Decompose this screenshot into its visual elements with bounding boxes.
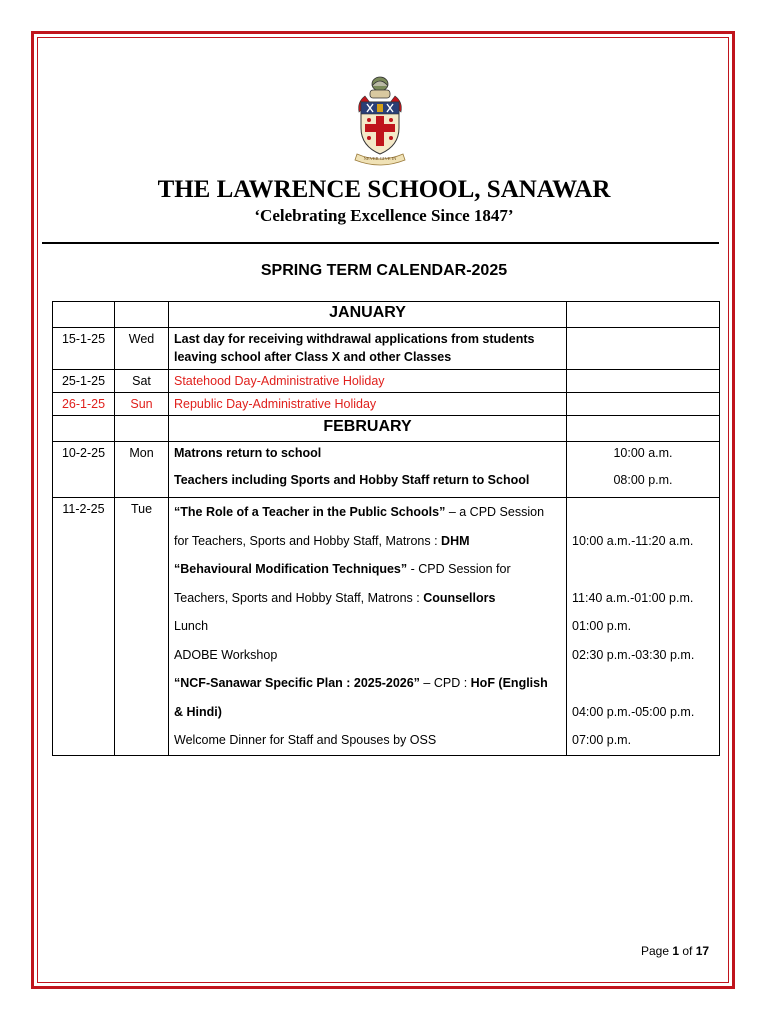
event-description [169, 442, 567, 498]
event-date: 25-1-25 [53, 370, 115, 393]
event-description: Statehood Day-Administrative Holiday [169, 370, 567, 393]
time-text: 10:00 a.m. [613, 446, 673, 460]
event-text: Last day for receiving withdrawal applications from students [174, 332, 535, 346]
session-presenter: Counsellors [423, 590, 496, 605]
table-row [53, 442, 720, 498]
time-text: 07:00 p.m. [572, 733, 632, 747]
session-type: – CPD : [419, 676, 471, 690]
event-text: leaving school after Class X and other Classes [174, 350, 452, 364]
event-description [169, 498, 567, 756]
month-label-january: JANUARY [169, 302, 567, 328]
event-day: Tue [115, 498, 169, 756]
page-of-label: of [679, 944, 696, 958]
event-day: Mon [115, 442, 169, 498]
school-name: THE LAWRENCE SCHOOL, SANAWAR [157, 176, 611, 203]
total-pages: 17 [695, 944, 710, 958]
school-motto: ‘Celebrating Excellence Since 1847’ [254, 206, 514, 225]
month-label-february: FEBRUARY [169, 416, 567, 442]
time-text: 04:00 p.m.-05:00 p.m. [572, 704, 695, 719]
calendar-title: SPRING TERM CALENDAR-2025 [260, 262, 508, 279]
term-calendar-table [52, 301, 720, 756]
page-number-footer [641, 944, 709, 958]
event-text: Teachers including Sports and Hobby Staff return to School [174, 473, 530, 487]
event-date: 10-2-25 [53, 442, 115, 498]
event-text: Welcome Dinner for Staff and Spouses by OSS [174, 733, 437, 747]
crest-scroll-text: NEVER GIVE IN [363, 156, 397, 161]
month-header-row [53, 416, 720, 442]
event-text: ADOBE Workshop [174, 647, 278, 662]
event-date: 26-1-25 [53, 393, 115, 416]
event-text [174, 584, 561, 613]
event-day: Sun [115, 393, 169, 416]
event-text [174, 669, 561, 698]
time-text: 11:40 a.m.-01:00 p.m. [572, 590, 694, 605]
event-time [567, 370, 720, 393]
event-day: Sat [115, 370, 169, 393]
session-audience: Teachers, Sports and Hobby Staff, Matrons : [174, 590, 424, 605]
time-text: 10:00 a.m.-11:20 a.m. [572, 533, 694, 548]
time-text: 08:00 p.m. [613, 473, 673, 487]
event-text: Lunch [174, 619, 209, 633]
table-row [53, 498, 720, 756]
session-type: – a CPD Session [445, 505, 545, 519]
event-date: 15-1-25 [53, 328, 115, 370]
event-text [174, 527, 561, 556]
event-text [174, 498, 561, 527]
event-date: 11-2-25 [53, 498, 115, 756]
session-title: “The Role of a Teacher in the Public Schools” [174, 505, 446, 519]
time-text: 01:00 p.m. [572, 619, 632, 633]
event-time [567, 328, 720, 370]
session-type: - CPD Session for [407, 562, 511, 576]
session-title: “Behavioural Modification Techniques” [174, 562, 408, 576]
table-row [53, 393, 720, 416]
table-row [53, 328, 720, 370]
header-divider [42, 242, 719, 244]
table-row [53, 370, 720, 393]
session-presenter: HoF (English [470, 676, 548, 690]
session-title: “NCF-Sanawar Specific Plan : 2025-2026” [174, 676, 420, 690]
event-description: Republic Day-Administrative Holiday [169, 393, 567, 416]
school-crest-logo [343, 74, 417, 166]
session-presenter: DHM [441, 533, 470, 548]
month-header-row [53, 302, 720, 328]
page-label: Page [641, 944, 673, 958]
event-time [567, 442, 720, 498]
time-text: 02:30 p.m.-03:30 p.m. [572, 647, 695, 662]
page-number: 1 [672, 944, 680, 958]
event-text: & Hindi) [174, 704, 222, 719]
event-time [567, 393, 720, 416]
event-text: Matrons return to school [174, 446, 322, 460]
event-text [174, 555, 561, 584]
event-description [169, 328, 567, 370]
event-time [567, 498, 720, 756]
event-day: Wed [115, 328, 169, 370]
session-audience: for Teachers, Sports and Hobby Staff, Matrons : [174, 533, 442, 548]
